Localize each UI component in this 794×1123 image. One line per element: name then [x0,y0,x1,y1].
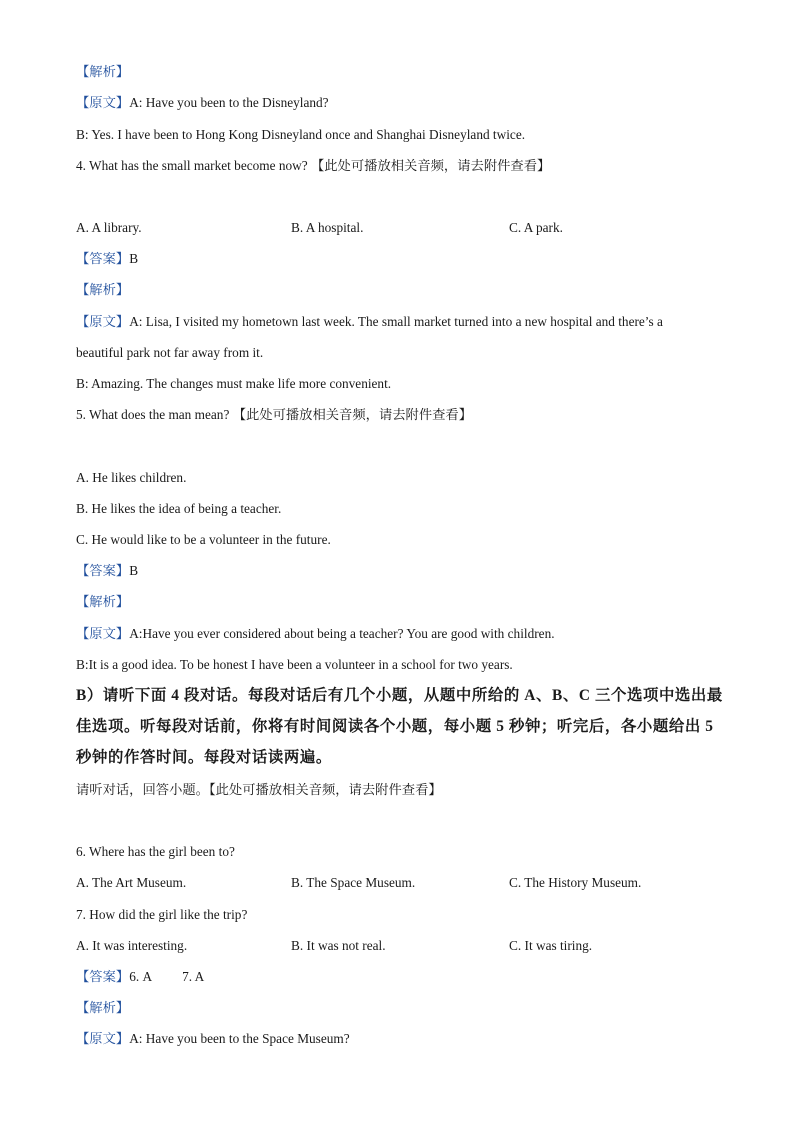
q4-option-a: A. A library. [76,220,142,235]
question-4 [76,157,550,175]
q7-option-a: A. It was interesting. [76,938,188,953]
answer-label: 【答案】 [76,563,130,578]
analysis-label: 【解析】 [76,594,130,609]
analysis-label: 【解析】 [76,282,130,297]
q7-answer-value: 7. A [182,969,205,984]
section-b-instruction[interactable]: 请听对话，回答小题。【此处可播放相关音频，请去附件查看】 [76,782,442,797]
original-line-b: B:It is a good idea. To be honest I have been a volunteer in a school for two years. [76,657,513,672]
original-label: 【原文】 [76,314,130,329]
original-line-b: B: Yes. I have been to Hong Kong Disneyland once and Shanghai Disneyland twice. [76,127,526,142]
answer-label: 【答案】 [76,251,130,266]
original-line-a1: A: Lisa, I visited my hometown last week. The small market turned into a new hospital and there’s a [129,314,663,329]
q5-option-c: C. He would like to be a volunteer in the future. [76,532,331,547]
answer-label: 【答案】 [76,969,130,984]
audio-note-link[interactable]: 【此处可播放相关音频，请去附件查看】 [232,407,473,422]
q6-option-b: B. The Space Museum. [291,875,416,890]
original-line-b: B: Amazing. The changes must make life more convenient. [76,376,392,391]
q4-answer [76,250,138,268]
original-label: 【原文】 [76,1031,130,1046]
q5-answer-value: B [129,563,139,578]
original-line-a: A:Have you ever considered about being a teacher? You are good with children. [129,626,555,641]
analysis-label: 【解析】 [76,64,130,79]
question-5 [76,406,472,424]
audio-note-link[interactable]: 【此处可播放相关音频，请去附件查看】 [310,158,551,173]
q5-option-a: A. He likes children. [76,470,187,485]
original-text-line [76,313,663,331]
section-b-line-2: 佳选项。听每段对话前，你将有时间阅读各个小题，每小题 5 秒钟；听完后，各小题给出 5 [76,718,714,735]
original-line-a2: beautiful park not far away from it. [76,345,264,360]
q5-answer [76,562,138,580]
q4-option-b: B. A hospital. [291,220,364,235]
q5-option-b: B. He likes the idea of being a teacher. [76,501,282,516]
original-label: 【原文】 [76,95,130,110]
q67-answer [76,968,204,986]
original-line-a: A: Have you been to the Space Museum? [129,1031,350,1046]
question-4-text: 4. What has the small market become now? [76,158,308,173]
q4-option-c: C. A park. [509,220,563,235]
original-text-line [76,625,555,643]
q7-option-c: C. It was tiring. [509,938,593,953]
q6-option-c: C. The History Museum. [509,875,642,890]
original-text-line [76,1030,350,1048]
original-text-line [76,94,329,112]
q4-answer-value: B [129,251,139,266]
section-b-line-3: 秒钟的作答时间。每段对话读两遍。 [76,749,332,766]
original-label: 【原文】 [76,626,130,641]
section-b-line-1: B）请听下面 4 段对话。每段对话后有几个小题，从题中所给的 A、B、C 三个选项中选出最 [76,687,723,704]
q6-option-a: A. The Art Museum. [76,875,187,890]
question-5-text: 5. What does the man mean? [76,407,230,422]
question-7: 7. How did the girl like the trip? [76,907,248,922]
analysis-label: 【解析】 [76,1000,130,1015]
original-line-a: A: Have you been to the Disneyland? [129,95,329,110]
q6-answer-value: 6. A [129,969,153,984]
question-6: 6. Where has the girl been to? [76,844,235,859]
q7-option-b: B. It was not real. [291,938,386,953]
